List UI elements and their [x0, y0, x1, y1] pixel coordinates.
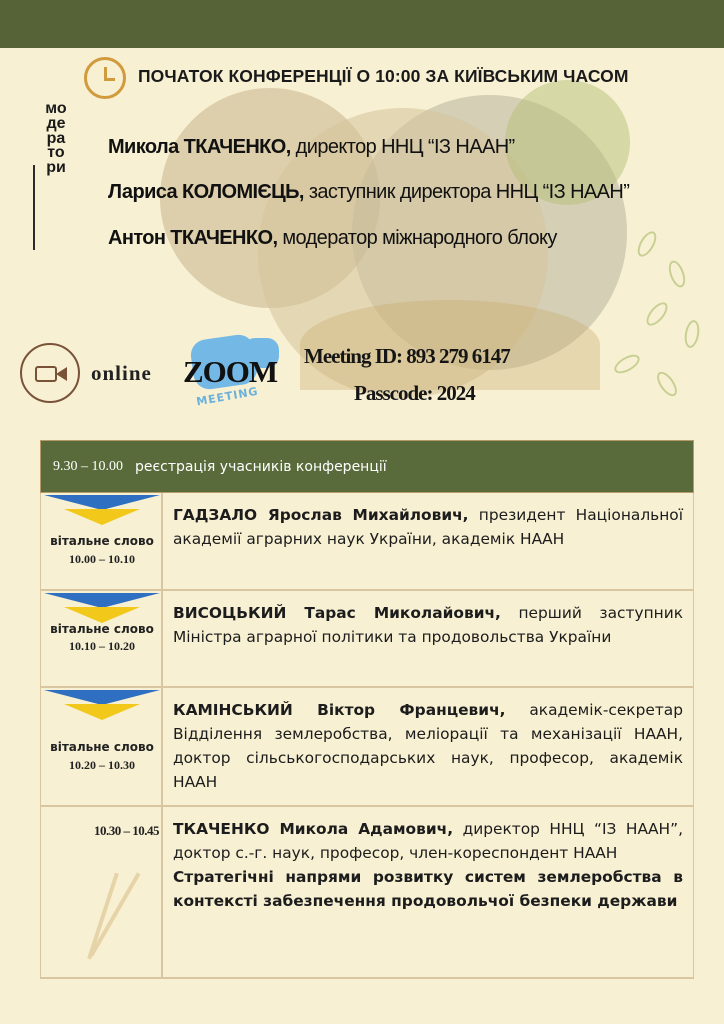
greeting-label: вітальне слово	[50, 534, 154, 548]
moderator-role: заступник директора ННЦ “ІЗ НААН”	[303, 181, 630, 203]
moderator-3	[108, 227, 557, 250]
schedule-row	[40, 688, 694, 807]
slot-time: 10.00 – 10.10	[69, 552, 135, 566]
slot-time: 10.20 – 10.30	[69, 758, 135, 772]
schedule-table	[40, 440, 694, 979]
ukraine-flag-icon	[44, 593, 160, 623]
meeting-passcode: Passcode: 2024	[354, 381, 475, 405]
speaker-name: ТКАЧЕНКО Микола Адамович,	[173, 820, 454, 838]
leaf-decoration	[653, 369, 681, 400]
moderators-divider	[33, 165, 35, 250]
schedule-row	[40, 591, 694, 688]
leaf-decoration	[666, 258, 689, 289]
moderator-role: модератор міжнародного блоку	[277, 227, 557, 249]
speaker-name: ГАДЗАЛО Ярослав Михайлович,	[173, 506, 469, 524]
speaker-cell	[163, 688, 693, 805]
leaf-decoration	[634, 228, 660, 259]
schedule-time-cell	[41, 591, 163, 686]
speaker-desc: директор ННЦ “ІЗ НААН”, доктор с.-г. наук, професор, член-кореспондент НААН	[173, 820, 683, 862]
moderator-role: директор ННЦ “ІЗ НААН”	[290, 136, 515, 158]
moderator-name: Лариса КОЛОМІЄЦЬ,	[108, 181, 304, 203]
moderators-vertical-label: модератори	[45, 100, 67, 177]
registration-text: реєстрація учасників конференції	[135, 458, 387, 475]
slot-time: 10.10 – 10.20	[69, 639, 135, 653]
clock-icon	[84, 57, 126, 99]
speaker-desc: президент Національної академії аграрних наук України, академік НААН	[173, 506, 683, 548]
ukraine-flag-icon	[44, 495, 160, 525]
top-banner	[0, 0, 724, 48]
registration-row	[40, 440, 694, 493]
zoom-logo-text: ZOOM	[183, 354, 278, 389]
speaker-cell	[163, 493, 693, 589]
speaker-name: ВИСОЦЬКИЙ Тарас Миколайович,	[173, 604, 501, 622]
schedule-row	[40, 493, 694, 591]
speaker-cell	[163, 591, 693, 686]
moderator-1	[108, 136, 515, 159]
video-camera-icon	[20, 343, 80, 403]
schedule-row	[40, 807, 694, 979]
speaker-name: КАМІНСЬКИЙ Віктор Францевич,	[173, 701, 506, 719]
conference-start-time: ПОЧАТОК КОНФЕРЕНЦІЇ О 10:00 ЗА КИЇВСЬКИМ ЧАСОМ	[138, 66, 629, 86]
schedule-time-cell	[41, 493, 163, 589]
online-label: online	[91, 361, 152, 385]
moderator-2	[108, 181, 629, 204]
registration-time: 9.30 – 10.00	[53, 458, 123, 474]
slot-time: 10.30 – 10.45	[94, 823, 159, 838]
talk-topic: Стратегічні напрями розвитку систем землеробства в контексті забезпечення продовольчої безпеки держави	[173, 868, 683, 910]
moderator-name: Микола ТКАЧЕНКО,	[108, 136, 291, 158]
meeting-id: Meeting ID: 893 279 6147	[304, 344, 510, 368]
schedule-time-cell	[41, 807, 163, 977]
ukraine-flag-icon	[44, 690, 160, 720]
moderator-name: Антон ТКАЧЕНКО,	[108, 227, 278, 249]
leaf-decoration	[643, 299, 672, 329]
speaker-cell	[163, 807, 693, 977]
leaf-decoration	[611, 351, 642, 377]
speaker-desc: академік-секретар Відділення землеробства, меліорації та механізації НААН, доктор сільськогосподарських наук, професор, академік НААН	[173, 701, 684, 791]
schedule-time-cell	[41, 688, 163, 805]
leaf-decoration	[683, 319, 702, 349]
speaker-desc: перший заступник Міністра аграрної політики та продовольства України	[173, 604, 683, 646]
zoom-logo-subtext: MEETING	[195, 384, 260, 409]
greeting-label: вітальне слово	[50, 622, 154, 636]
greeting-label: вітальне слово	[50, 740, 154, 754]
